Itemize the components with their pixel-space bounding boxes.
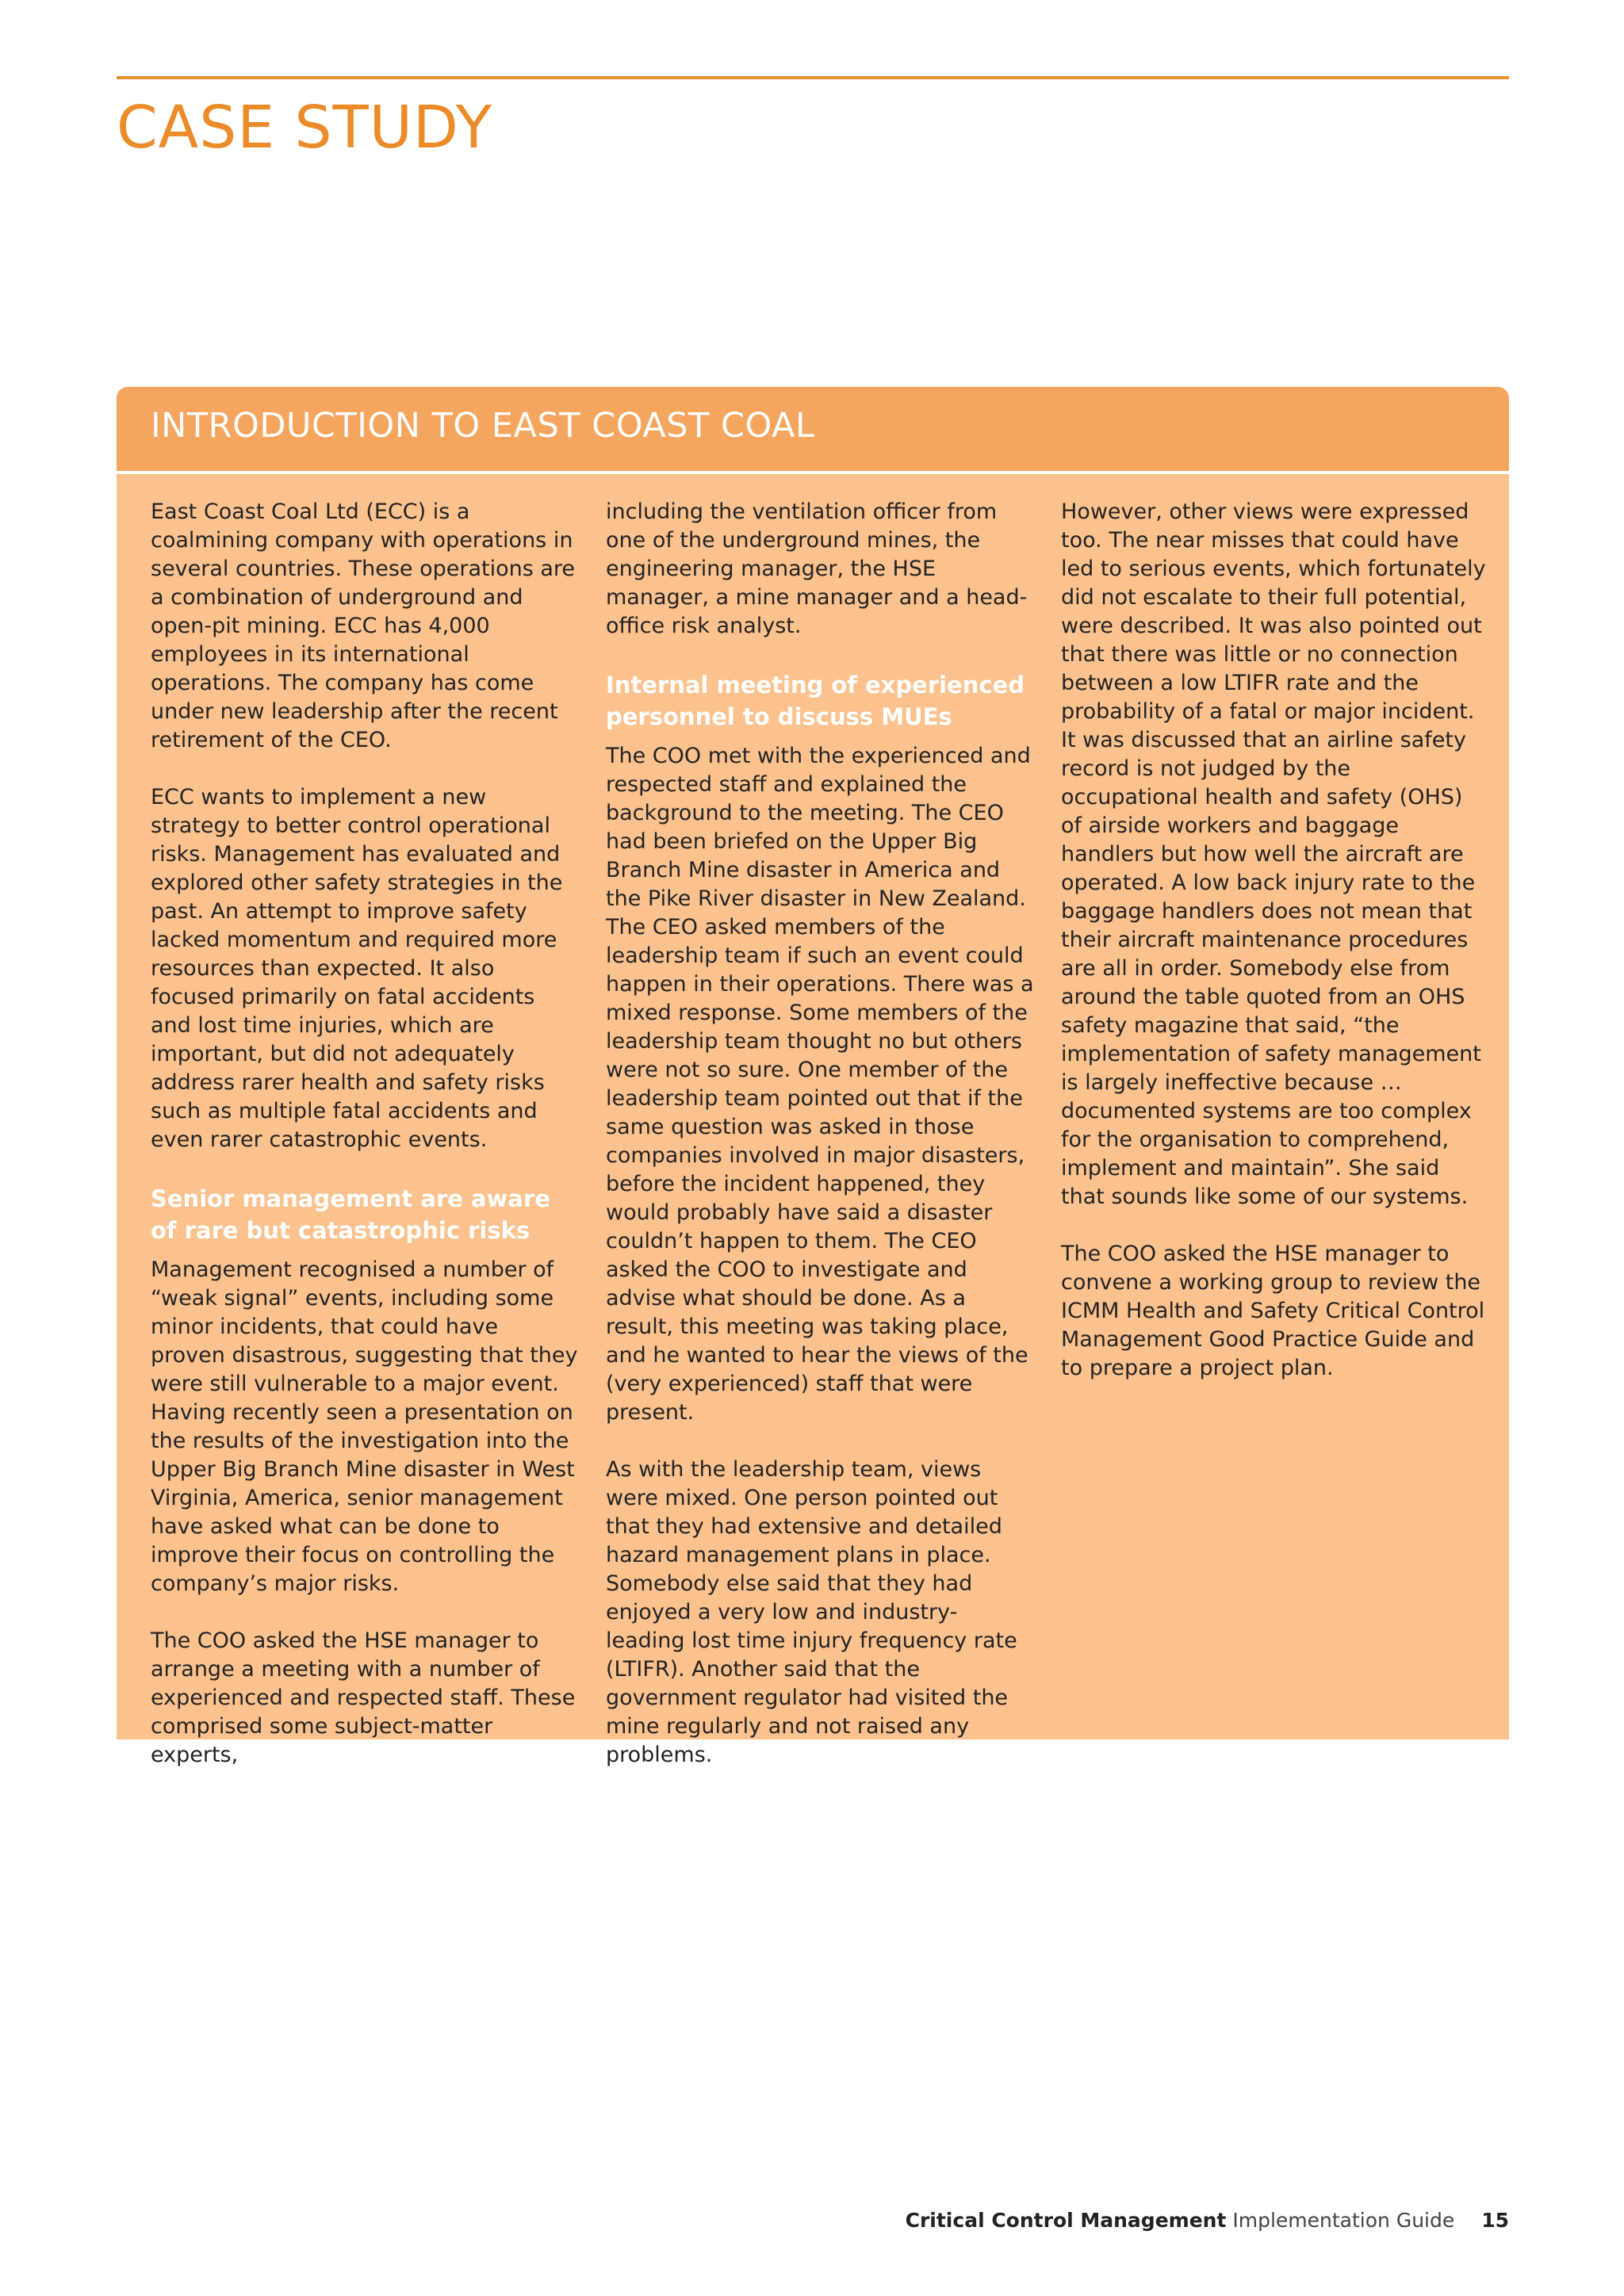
paragraph: However, other views were expressed too. The near misses that could have led to serious events, which fortunately did not escalate to their full potential, were described. It was also pointed out that there was little or no connection between a low LTIFR rate and the probability of a fatal or major incident. It was discussed that an airline safety record is not judged by the occupational health and safety (OHS) of airside workers and baggage handlers but how well the aircraft are operated. A low back injury rate to the baggage handlers does not mean that their aircraft maintenance procedures are all in order. Somebody else from around the table quoted from an OHS safety magazine that said, “the implementation of safety management is largely ineffective because … documented systems are too complex for the organisation to comprehend, implement and maintain”. She said that sounds like some of our systems. <box>1061 499 1486 1209</box>
paragraph: The COO asked the HSE manager to convene a working group to review the ICMM Health and Safety Critical Control Management Good Practice Guide and to prepare a project plan. <box>1061 1242 1485 1380</box>
page-number: 15 <box>1481 2209 1509 2232</box>
paragraph: As with the leadership team, views were mixed. One person pointed out that they had extensive and detailed hazard management plans in place. Somebody else said that they had enjoyed a very low and industry-leading lost time injury frequency rate (LTIFR). Another said that the government regulator had visited the mine regularly and not raised any problems. <box>606 1457 1017 1767</box>
text-column-1 <box>151 498 579 1798</box>
paragraph: The COO met with the experienced and respected staff and explained the background to the meeting. The CEO had been briefed on the Upper Big Branch Mine disaster in America and the Pike River disaster in New Zealand. The CEO asked members of the leadership team if such an event could happen in their operations. There was a mixed response. Some members of the leadership team thought no but others were not so sure. One member of the leadership team pointed out that if the same question was asked in those companies involved in major disasters, before the incident happened, they would probably have said a disaster couldn’t happen to them. The CEO asked the COO to investigate and advise what should be done. As a result, this meeting was taking place, and he wanted to hear the views of the (very experienced) staff that were present. <box>606 744 1034 1425</box>
page-title: CASE STUDY <box>117 94 493 162</box>
paragraph: The COO asked the HSE manager to arrange a meeting with a number of experienced and respected staff. These comprised some subject-matter experts, <box>151 1628 576 1767</box>
paragraph: including the ventilation officer from one of the underground mines, the engineering manager, the HSE manager, a mine manager and a head-office risk analyst. <box>606 499 1028 638</box>
text-column-2 <box>606 498 1034 1798</box>
footer-doc-subtitle: Implementation Guide <box>1232 2209 1455 2232</box>
paragraph: East Coast Coal Ltd (ECC) is a coalmining company with operations in several countries. These operations are a combination of underground and open-pit mining. ECC has 4,000 employees in its international operations. The company has come under new leadership after the recent retirement of the CEO. <box>151 499 576 752</box>
panel-title: INTRODUCTION TO EAST COAST COAL <box>151 406 815 446</box>
paragraph: Management recognised a number of “weak signal” events, including some minor incidents, that could have proven disastrous, suggesting that they were still vulnerable to a major event. Having recently seen a presentation on the results of the investigation into the Upper Big Branch Mine disaster in West Virginia, America, senior management have asked what can be done to improve their focus on controlling the company’s major risks. <box>151 1257 578 1596</box>
top-rule <box>117 76 1509 79</box>
panel-body <box>117 474 1509 1767</box>
section-subheading: Senior management are aware of rare but catastrophic risks <box>151 1185 550 1244</box>
case-study-panel <box>117 387 1509 1767</box>
paragraph: ECC wants to implement a new strategy to better control operational risks. Management has evaluated and explored other safety strategies in the past. An attempt to improve safety lacked momentum and required more resources than expected. It also focused primarily on fatal accidents and lost time injuries, which are important, but did not adequately address rarer health and safety risks such as multiple fatal accidents and even rarer catastrophic events. <box>151 785 563 1152</box>
footer-doc-title: Critical Control Management <box>905 2209 1227 2232</box>
page-footer <box>906 2209 1509 2232</box>
section-subheading: Internal meeting of experienced personnel to discuss MUEs <box>606 672 1025 730</box>
text-column-3 <box>1061 498 1489 1411</box>
panel-header <box>117 387 1509 471</box>
